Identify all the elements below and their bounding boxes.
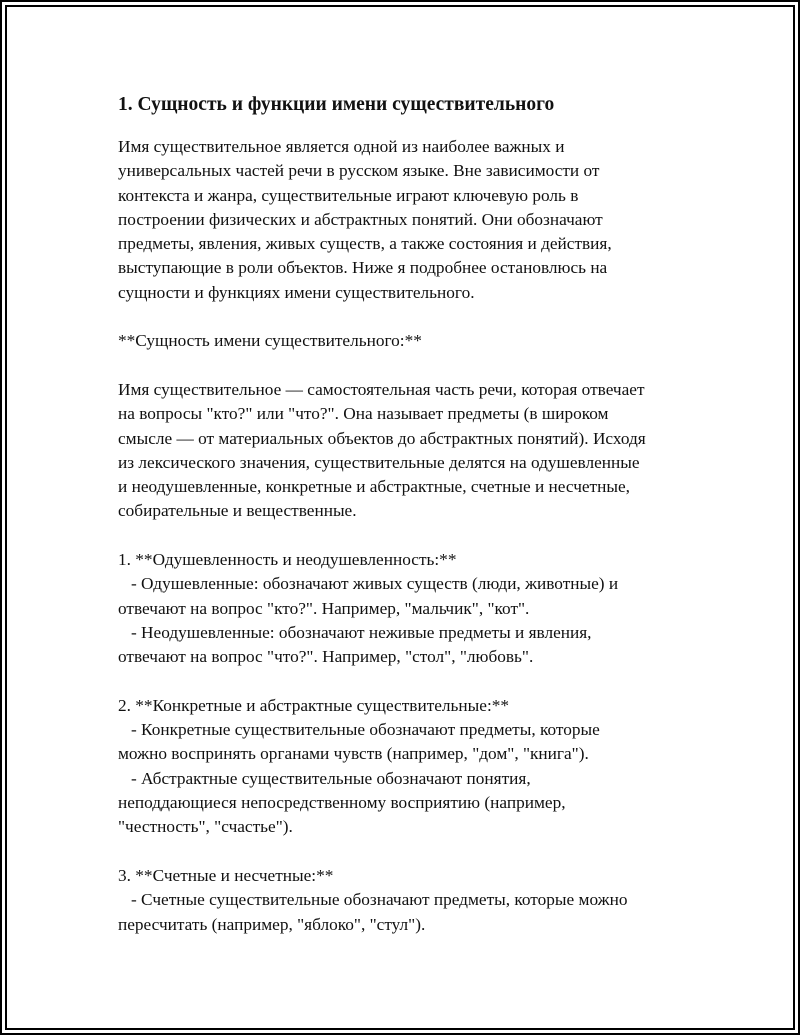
list-item-countable: 3. **Счетные и несчетные:** - Счетные существительные обозначают предметы, которые можно пересчитать (например, "яблоко", "стул"). bbox=[118, 865, 628, 934]
section-heading: **Сущность имени существительного:** bbox=[118, 331, 422, 351]
document-page bbox=[118, 92, 718, 937]
paragraph-gap bbox=[118, 840, 718, 864]
paragraph-gap bbox=[118, 670, 718, 694]
definition-paragraph: Имя существительное — самостоятельная часть речи, которая отвечает на вопросы "кто?" или "что?". Она называет предметы (в широком смысле — от материальных объектов до абстрактных понятий). Исходя из лексического значения, существительные делятся на одушевленные и неодушевленные, конкретные и абстрактные, счетные и несчетные, собирательные и вещественные. bbox=[118, 379, 646, 521]
intro-paragraph: Имя существительное является одной из наиболее важных и универсальных частей речи в русском языке. Вне зависимости от контекста и жанра, существительные играют ключевую роль в построении физических и абстрактных понятий. Они обозначают предметы, явления, живых существ, а также состояния и действия, выступающие в роли объектов. Ниже я подробнее остановлюсь на сущности и функциях имени существительного. bbox=[118, 137, 612, 302]
paragraph-gap bbox=[118, 354, 718, 378]
document-title: 1. Сущность и функции имени существительного bbox=[118, 94, 555, 115]
list-item-concrete-abstract: 2. **Конкретные и абстрактные существительные:** - Конкретные существительные обозначают предметы, которые можно воспринять органами чувств (например, "дом", "книга"). - Абстрактные существительные обозначают понятия, неподдающиеся непосредственному восприятию (например, "честность", "счастье"). bbox=[118, 695, 600, 837]
paragraph-gap bbox=[118, 524, 718, 548]
paragraph-gap bbox=[118, 305, 718, 329]
list-item-animacy: 1. **Одушевленность и неодушевленность:** - Одушевленные: обозначают живых существ (люди, животные) и отвечают на вопрос "кто?". Например, "мальчик", "кот". - Неодушевленные: обозначают неживые предметы и явления, отвечают на вопрос "что?". Например, "стол", "любовь". bbox=[118, 550, 619, 667]
